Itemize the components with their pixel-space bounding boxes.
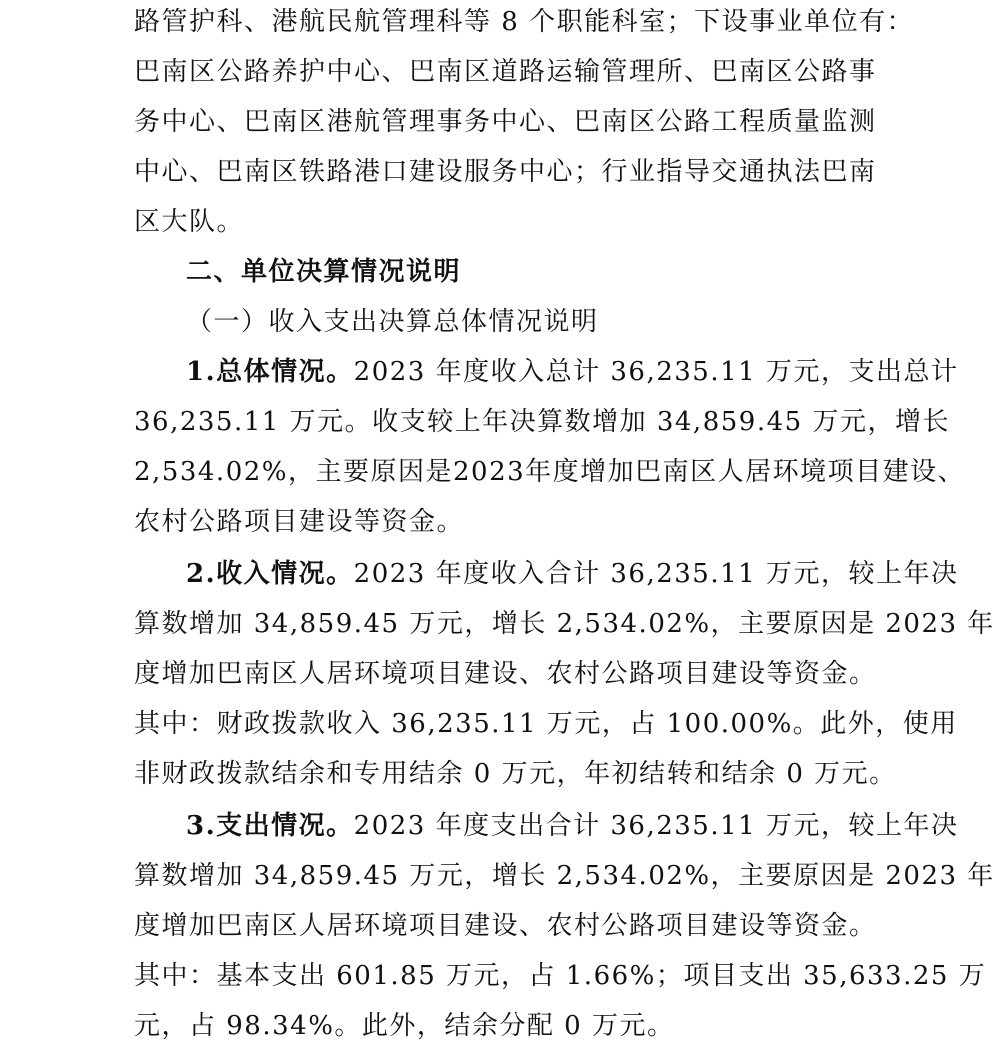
item1-label: 1.总体情况。 xyxy=(186,357,354,387)
section-subheading: （一）收入支出决算总体情况说明 xyxy=(186,307,599,337)
item2-line-3: 度增加巴南区人居环境项目建设、农村公路项目建设等资金。 xyxy=(134,659,877,689)
item2-line-4: 其中：财政拨款收入 36,235.11 万元，占 100.00%。此外，使用 xyxy=(134,709,958,739)
item3-line-2: 算数增加 34,859.45 万元，增长 2,534.02%，主要原因是 2023 年 xyxy=(134,861,995,891)
item2-first-line xyxy=(186,556,958,592)
section-heading: 二、单位决算情况说明 xyxy=(186,257,462,287)
item3-line-3: 度增加巴南区人居环境项目建设、农村公路项目建设等资金。 xyxy=(134,911,877,941)
intro-line-5: 区大队。 xyxy=(134,207,245,237)
item3-text-1: 2023 年度支出合计 36,235.11 万元，较上年决 xyxy=(353,811,959,841)
item3-first-line xyxy=(186,808,958,844)
item2-text-1: 2023 年度收入合计 36,235.11 万元，较上年决 xyxy=(353,559,959,589)
item2-line-5: 非财政拨款结余和专用结余 0 万元，年初结转和结余 0 万元。 xyxy=(134,759,897,789)
item1-line-4: 农村公路项目建设等资金。 xyxy=(134,507,465,537)
item1-line-3: 2,534.02%，主要原因是2023年度增加巴南区人居环境项目建设、 xyxy=(134,457,966,487)
item1-first-line xyxy=(186,354,958,390)
item3-line-5: 元，占 98.34%。此外，结余分配 0 万元。 xyxy=(134,1011,675,1041)
item2-label: 2.收入情况。 xyxy=(186,559,354,589)
item3-label: 3.支出情况。 xyxy=(186,811,354,841)
intro-line-4: 中心、巴南区铁路港口建设服务中心；行业指导交通执法巴南 xyxy=(134,157,877,187)
item1-line-2: 36,235.11 万元。收支较上年决算数增加 34,859.45 万元，增长 xyxy=(134,407,950,437)
item1-text-1: 2023 年度收入总计 36,235.11 万元，支出总计 xyxy=(353,357,959,387)
item2-line-2: 算数增加 34,859.45 万元，增长 2,534.02%，主要原因是 2023 年 xyxy=(134,609,995,639)
intro-line-1: 路管护科、港航民航管理科等 8 个职能科室；下设事业单位有： xyxy=(134,7,915,37)
item3-line-4: 其中：基本支出 601.85 万元，占 1.66%；项目支出 35,633.25 万 xyxy=(134,961,987,991)
intro-line-3: 务中心、巴南区港航管理事务中心、巴南区公路工程质量监测 xyxy=(134,107,877,137)
intro-line-2: 巴南区公路养护中心、巴南区道路运输管理所、巴南区公路事 xyxy=(134,57,877,87)
